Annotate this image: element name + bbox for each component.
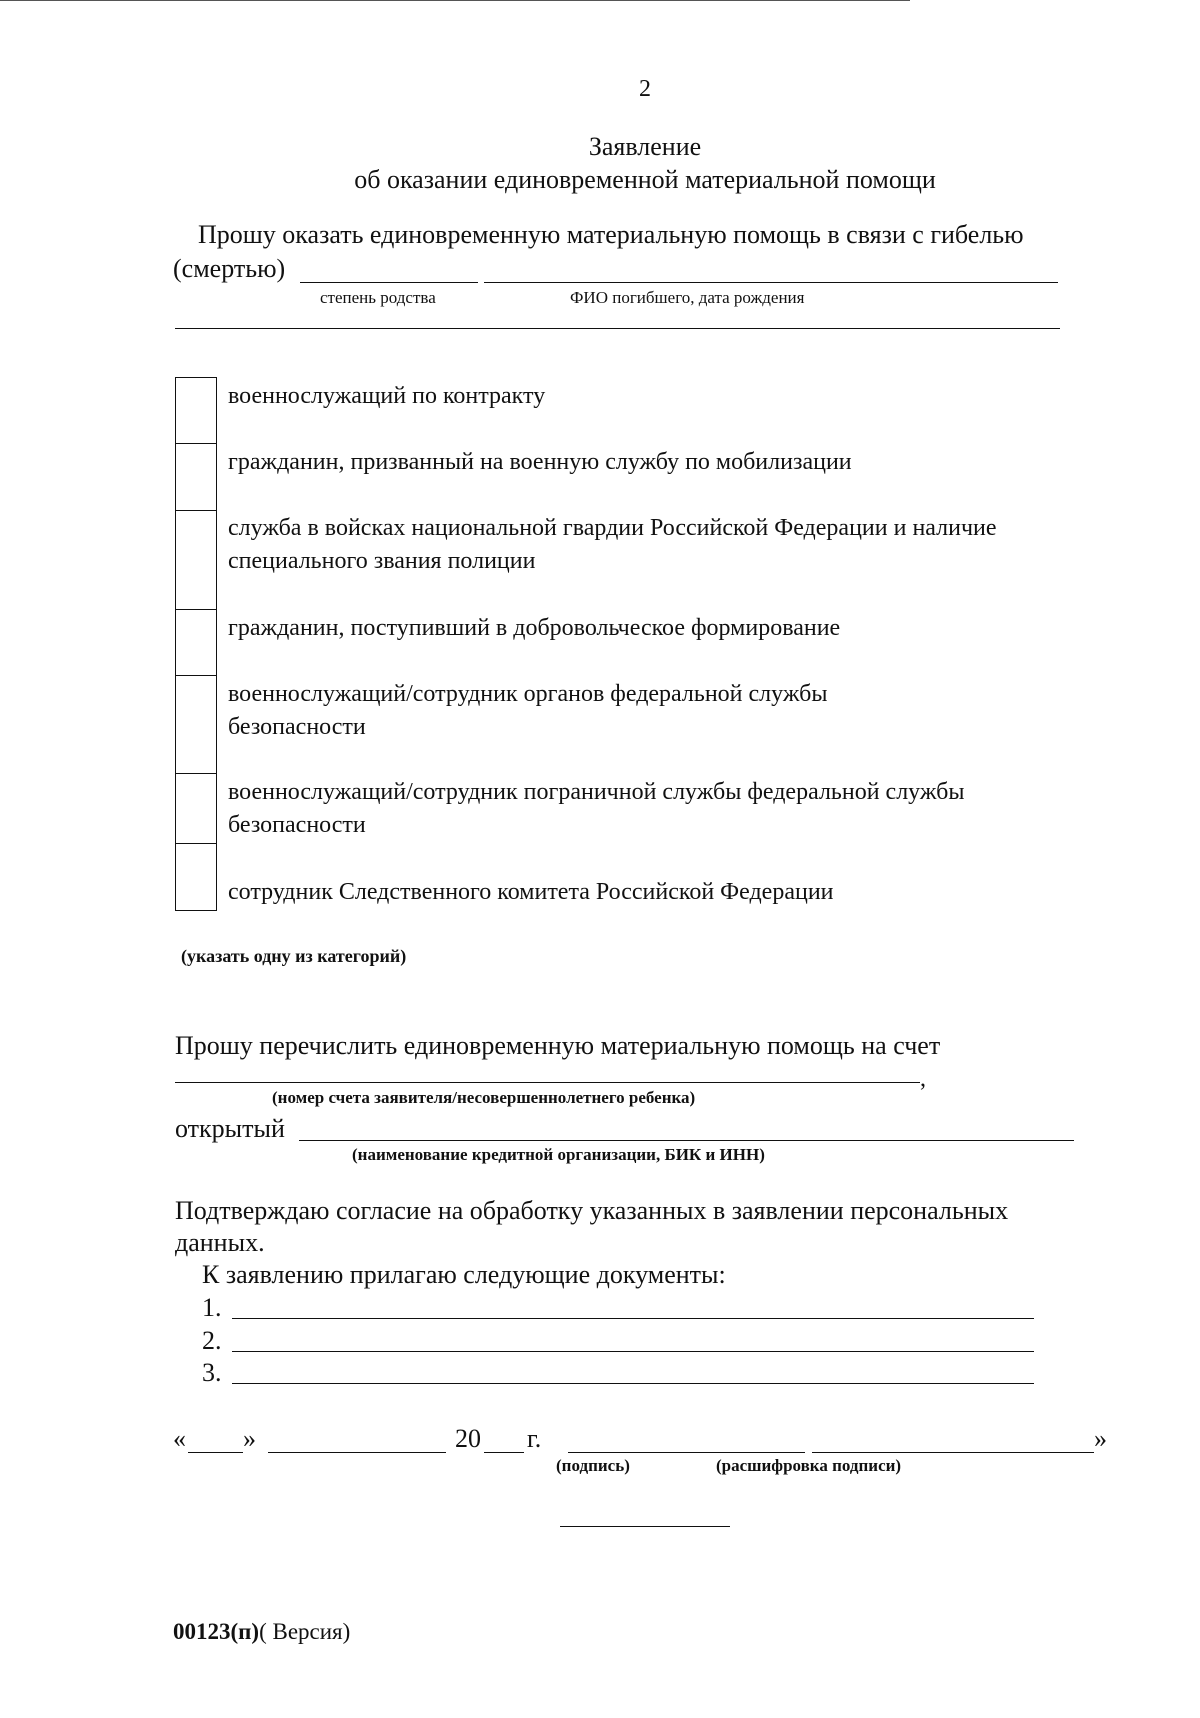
- opened-label: открытый: [175, 1114, 285, 1143]
- bank-hint: (наименование кредитной организации, БИК и ИНН): [352, 1145, 765, 1164]
- attachments-intro: К заявлению прилагаю следующие документы:: [202, 1260, 726, 1289]
- category-checkbox-national-guard[interactable]: [175, 510, 217, 611]
- account-comma: ,: [920, 1066, 926, 1092]
- relation-field[interactable]: [300, 282, 478, 283]
- page-number: 2: [639, 76, 651, 102]
- request-intro: Прошу оказать единовременную материальную помощь в связи с гибелью: [198, 220, 1024, 249]
- relation-hint: степень родства: [320, 288, 436, 307]
- category-label-mobilization: гражданин, призванный на военную службу по мобилизации: [228, 449, 852, 475]
- deceased-name-field[interactable]: [484, 282, 1058, 283]
- date-month-field[interactable]: [268, 1452, 446, 1453]
- attachment-number-3: 3.: [202, 1358, 222, 1387]
- form-code-footer: [173, 1619, 350, 1645]
- form-code: 00123(п): [173, 1619, 260, 1644]
- year-suffix: г.: [527, 1424, 542, 1453]
- document-subtitle: об оказании единовременной материальной помощи: [354, 165, 936, 194]
- category-checkbox-fsb[interactable]: [175, 675, 217, 775]
- signature-end-quote: »: [1094, 1424, 1107, 1453]
- closing-rule: [560, 1526, 730, 1527]
- attachment-number-1: 1.: [202, 1293, 222, 1322]
- attachment-field-3[interactable]: [232, 1383, 1034, 1384]
- category-label-investigative-committee: сотрудник Следственного комитета Российской Федерации: [228, 879, 834, 905]
- consent-text: Подтверждаю согласие на обработку указанных в заявлении персональных данных.: [175, 1196, 1009, 1257]
- attachment-field-1[interactable]: [232, 1318, 1034, 1319]
- signature-hint: (подпись): [556, 1456, 630, 1475]
- attachment-number-2: 2.: [202, 1326, 222, 1355]
- transfer-request: Прошу перечислить единовременную материальную помощь на счет: [175, 1031, 941, 1060]
- category-label-contract: военнослужащий по контракту: [228, 383, 546, 409]
- deceased-extra-field[interactable]: [175, 328, 1060, 329]
- deceased-hint: ФИО погибшего, дата рождения: [570, 288, 805, 307]
- death-label: (смертью): [173, 254, 286, 283]
- date-open-quote: «: [173, 1424, 186, 1453]
- categories-hint: (указать одну из категорий): [181, 946, 407, 966]
- account-hint: (номер счета заявителя/несовершеннолетнего ребенка): [272, 1088, 696, 1107]
- bank-field[interactable]: [299, 1140, 1074, 1141]
- signature-field[interactable]: [568, 1452, 805, 1453]
- category-label-border-service: военнослужащий/сотрудник пограничной службы федеральной службы безопасности: [228, 779, 965, 838]
- signature-decode-field[interactable]: [812, 1452, 1094, 1453]
- form-version: ( Версия): [259, 1619, 351, 1644]
- category-checkbox-contract[interactable]: [175, 377, 217, 445]
- scan-top-rule: [0, 0, 910, 1]
- category-checkbox-volunteer[interactable]: [175, 609, 217, 677]
- category-label-volunteer: гражданин, поступивший в добровольческое формирование: [228, 615, 841, 641]
- account-number-field[interactable]: [175, 1082, 920, 1083]
- document-title: Заявление: [588, 132, 702, 161]
- category-checkbox-mobilization[interactable]: [175, 443, 217, 512]
- date-close-quote: »: [243, 1424, 256, 1453]
- category-checkbox-investigative-committee[interactable]: [175, 843, 217, 911]
- date-year-field[interactable]: [484, 1452, 524, 1453]
- category-label-national-guard: служба в войсках национальной гвардии Российской Федерации и наличие специального звания полиции: [228, 515, 997, 574]
- year-prefix: 20: [455, 1424, 481, 1453]
- category-checkbox-border-service[interactable]: [175, 773, 217, 845]
- attachment-field-2[interactable]: [232, 1351, 1034, 1352]
- date-day-field[interactable]: [188, 1452, 243, 1453]
- category-label-fsb: военнослужащий/сотрудник органов федеральной службы безопасности: [228, 681, 828, 740]
- signature-decode-hint: (расшифровка подписи): [716, 1456, 902, 1475]
